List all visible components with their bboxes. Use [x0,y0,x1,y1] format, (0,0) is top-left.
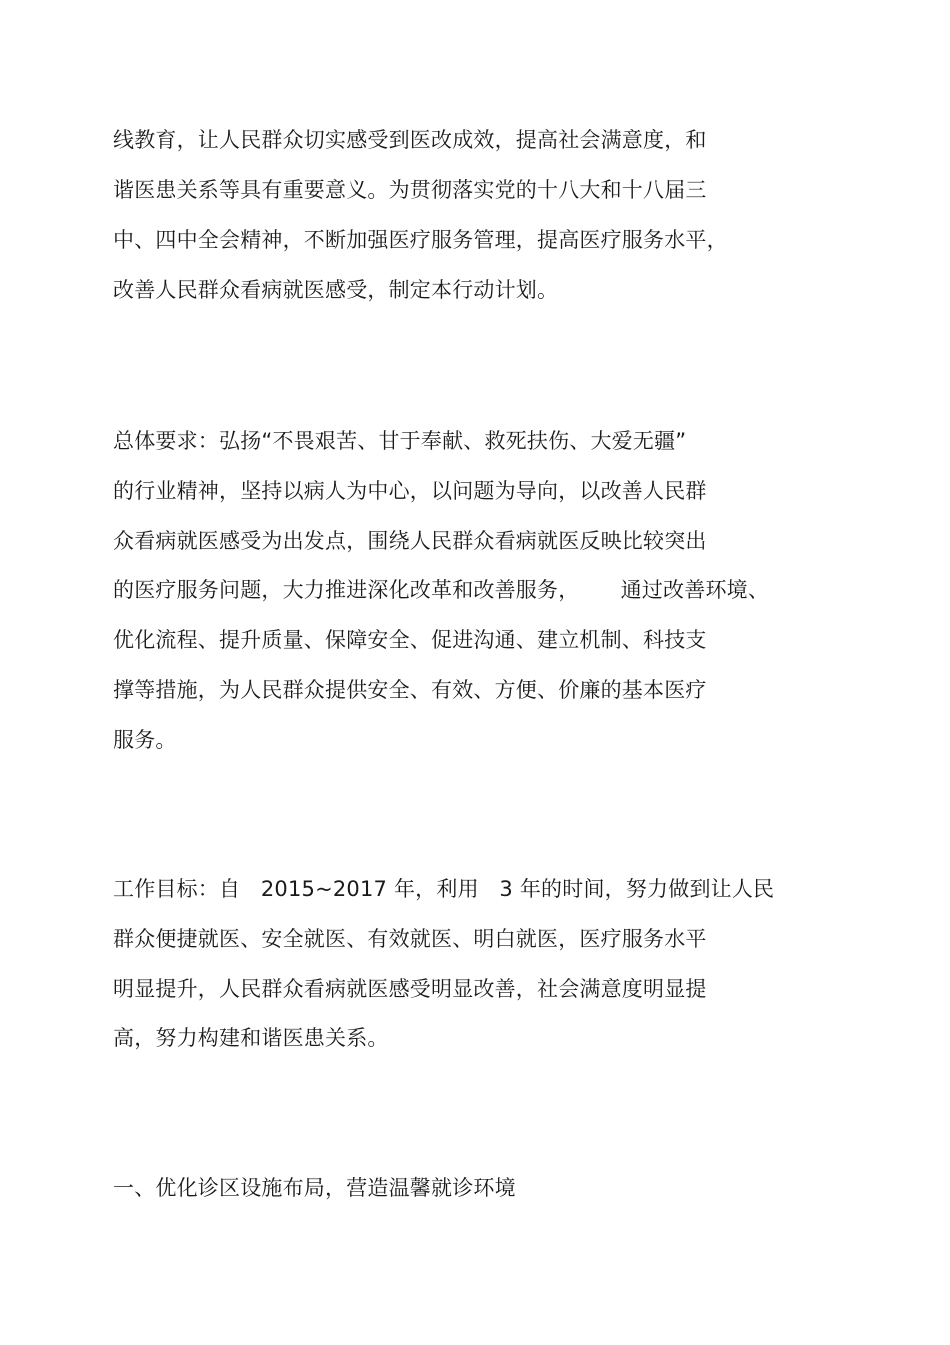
overall-line-4: 的医疗服务问题，大力推进深化改革和改善服务， 通过改善环境、 [113,578,770,602]
overall-line-2: 的行业精神，坚持以病人为中心，以问题为导向，以改善人民群 [113,479,707,503]
goal-line-2: 群众便捷就医、安全就医、有效就医、明白就医，医疗服务水平 [113,927,707,951]
goal-line-1: 工作目标：自 2015~2017 年，利用 3 年的时间，努力做到让人民 [113,877,775,901]
intro-line-4: 改善人民群众看病就医感受，制定本行动计划。 [113,278,559,302]
overall-line-1: 总体要求：弘扬“不畏艰苦、甘于奉献、救死扶伤、大爱无疆” [113,429,687,453]
intro-line-1: 线教育，让人民群众切实感受到医改成效，提高社会满意度，和 [113,128,707,152]
overall-line-5: 优化流程、提升质量、保障安全、促进沟通、建立机制、科技支 [113,628,707,652]
intro-line-2: 谐医患关系等具有重要意义。为贯彻落实党的十八大和十八届三 [113,178,707,202]
intro-line-3: 中、四中全会精神，不断加强医疗服务管理，提高医疗服务水平， [113,228,728,252]
goal-line-3: 明显提升，人民群众看病就医感受明显改善，社会满意度明显提 [113,977,707,1001]
overall-line-7: 服务。 [113,728,177,752]
goal-line-4: 高，努力构建和谐医患关系。 [113,1026,389,1050]
overall-line-6: 撑等措施，为人民群众提供安全、有效、方便、价廉的基本医疗 [113,678,707,702]
overall-line-3: 众看病就医感受为出发点，围绕人民群众看病就医反映比较突出 [113,529,707,553]
section-heading-1: 一、优化诊区设施布局，营造温馨就诊环境 [113,1176,516,1200]
